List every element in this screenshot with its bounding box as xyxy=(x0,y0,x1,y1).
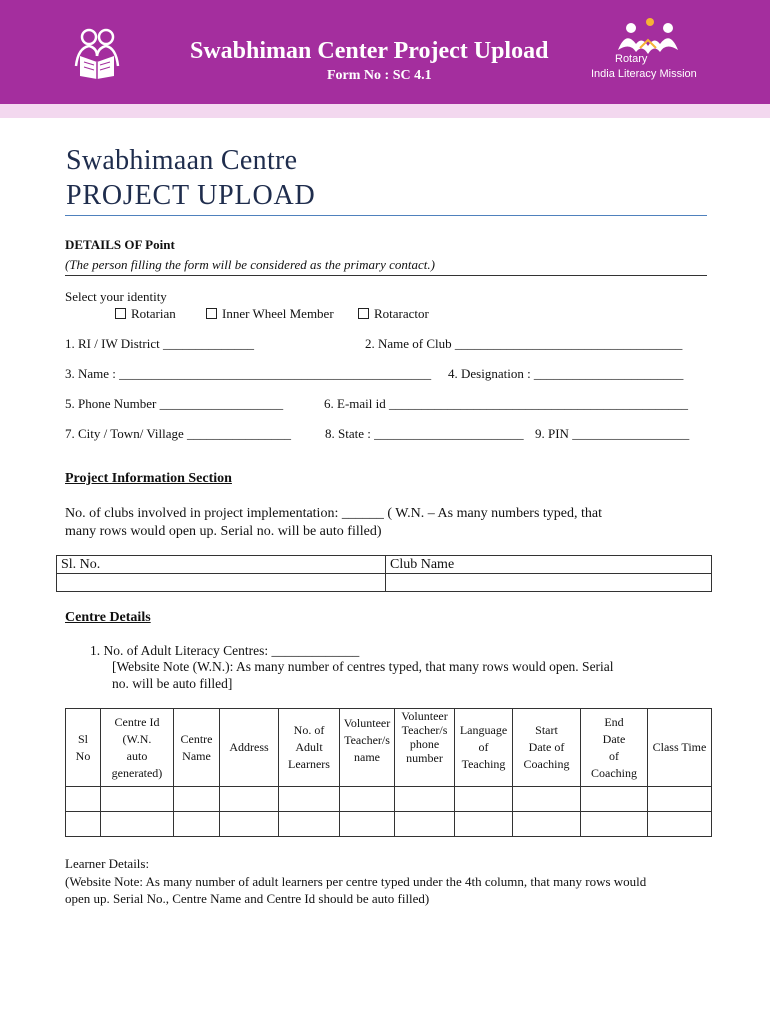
field-club-name[interactable]: 2. Name of Club ___________________________________ xyxy=(365,336,683,351)
col-label: Start xyxy=(535,723,558,737)
col-label: Language xyxy=(459,723,508,737)
col-label: No xyxy=(75,748,91,763)
cell-empty[interactable] xyxy=(581,787,648,812)
col-label: Teaching xyxy=(461,757,506,771)
details-title: DETAILS OF Point xyxy=(65,237,175,252)
col-start-date xyxy=(513,709,581,787)
checkbox-rotaractor[interactable] xyxy=(358,306,429,322)
col-label: auto xyxy=(126,748,148,763)
col-centre-name xyxy=(174,709,220,787)
field-name[interactable]: 3. Name : ________________________________________________ xyxy=(65,366,432,381)
cell-empty[interactable] xyxy=(513,787,581,812)
col-no-of-learners xyxy=(279,709,340,787)
field-district[interactable]: 1. RI / IW District ______________ xyxy=(65,336,254,351)
cell-empty[interactable] xyxy=(66,812,101,837)
centres-table xyxy=(65,708,712,837)
col-label: End xyxy=(604,714,624,729)
cell-empty[interactable] xyxy=(220,787,279,812)
col-address: Address xyxy=(220,709,279,787)
col-language xyxy=(455,709,513,787)
col-label: number xyxy=(406,751,443,765)
cell-empty[interactable] xyxy=(581,812,648,837)
col-label: of xyxy=(478,740,489,754)
col-sl-no xyxy=(66,709,101,787)
clubs-count-line2: many rows would open up. Serial no. will be auto filled) xyxy=(65,524,382,539)
table-header-row xyxy=(66,709,712,787)
col-label: Date xyxy=(602,731,626,746)
learner-note-line2: open up. Serial No., Centre Name and Centre Id should be auto filled) xyxy=(65,891,430,906)
cell-empty[interactable] xyxy=(174,812,220,837)
col-label: phone xyxy=(409,737,440,751)
cell-empty[interactable] xyxy=(455,787,513,812)
cell-empty[interactable] xyxy=(101,787,174,812)
col-label: Name xyxy=(182,748,211,763)
cell-empty[interactable] xyxy=(220,812,279,837)
centre-section-title: Centre Details xyxy=(65,610,151,625)
col-volunteer-phone xyxy=(395,709,455,787)
table-row xyxy=(66,812,712,837)
checkbox-inner-wheel-label: Inner Wheel Member xyxy=(222,306,334,321)
centres-note-line2: no. will be auto filled] xyxy=(112,676,233,691)
cell-empty[interactable] xyxy=(279,812,340,837)
col-label: Teacher/s xyxy=(344,733,390,747)
cell-empty[interactable] xyxy=(513,812,581,837)
checkbox-icon[interactable] xyxy=(115,308,126,319)
col-end-date xyxy=(581,709,648,787)
checkbox-rotarian[interactable] xyxy=(115,306,176,322)
literacy-mission-label: India Literacy Mission xyxy=(591,68,697,80)
cell-empty[interactable] xyxy=(340,787,395,812)
rotary-label: Rotary xyxy=(615,53,648,65)
details-note: (The person filling the form will be considered as the primary contact.) xyxy=(65,257,435,272)
cell-empty[interactable] xyxy=(279,787,340,812)
readers-logo-icon xyxy=(68,26,126,80)
col-sl-no: Sl. No. xyxy=(57,556,386,574)
col-label: Adult xyxy=(295,740,323,754)
col-club-name: Club Name xyxy=(386,556,712,574)
identity-label: Select your identity xyxy=(65,289,167,304)
col-label: name xyxy=(354,750,380,764)
field-designation[interactable]: 4. Designation : _______________________ xyxy=(448,366,684,381)
centres-count: 1. No. of Adult Literacy Centres: _____________ xyxy=(90,643,360,658)
header-title: Swabhiman Center Project Upload xyxy=(190,38,549,64)
checkbox-inner-wheel[interactable] xyxy=(206,306,334,322)
details-divider xyxy=(65,275,707,276)
col-label: of xyxy=(609,748,619,763)
project-section-title: Project Information Section xyxy=(65,471,232,486)
col-label: Sl xyxy=(77,731,88,746)
learner-note-line1: (Website Note: As many number of adult learners per centre typed under the 4th column, that many rows would xyxy=(65,874,647,889)
col-label: Teacher/s xyxy=(401,723,448,737)
clubs-table xyxy=(56,555,712,592)
cell-empty[interactable] xyxy=(455,812,513,837)
col-label: generated) xyxy=(111,765,163,780)
cell-empty[interactable] xyxy=(648,812,712,837)
cell-empty[interactable] xyxy=(174,787,220,812)
cell-empty[interactable] xyxy=(648,787,712,812)
col-label: Coaching xyxy=(591,765,637,780)
field-email[interactable]: 6. E-mail id ______________________________________________ xyxy=(324,396,688,411)
col-volunteer-name xyxy=(340,709,395,787)
clubs-count-line1: No. of clubs involved in project implementation: ______ ( W.N. – As many numbers typed, that xyxy=(65,506,602,521)
cell-empty[interactable] xyxy=(66,787,101,812)
col-label: Coaching xyxy=(523,757,570,771)
col-label: (W.N. xyxy=(122,731,152,746)
cell-empty[interactable] xyxy=(101,812,174,837)
cell-empty[interactable] xyxy=(395,787,455,812)
cell-empty[interactable] xyxy=(57,574,386,592)
doc-heading-line1: Swabhimaan Centre xyxy=(66,145,298,176)
table-header-row xyxy=(57,556,712,574)
col-centre-id xyxy=(101,709,174,787)
doc-heading-line2: PROJECT UPLOAD xyxy=(66,180,316,211)
heading-divider xyxy=(65,215,707,216)
col-label: Learners xyxy=(288,757,330,771)
header-strip xyxy=(0,104,770,118)
col-label: Date of xyxy=(528,740,565,754)
field-city[interactable]: 7. City / Town/ Village ________________ xyxy=(65,426,292,441)
col-label: Centre Id xyxy=(114,714,160,729)
cell-empty[interactable] xyxy=(395,812,455,837)
table-row xyxy=(66,787,712,812)
col-label: Volunteer xyxy=(401,709,448,723)
checkbox-rotarian-label: Rotarian xyxy=(131,306,176,321)
cell-empty[interactable] xyxy=(340,812,395,837)
learner-title: Learner Details: xyxy=(65,856,150,871)
field-phone[interactable]: 5. Phone Number ___________________ xyxy=(65,396,284,411)
form-number: Form No : SC 4.1 xyxy=(327,68,432,83)
field-pin[interactable]: 9. PIN __________________ xyxy=(535,426,690,441)
col-label: Centre xyxy=(180,731,213,746)
col-label: Volunteer xyxy=(343,716,391,730)
checkbox-icon[interactable] xyxy=(358,308,369,319)
field-state[interactable]: 8. State : _______________________ xyxy=(325,426,524,441)
col-class-time: Class Time xyxy=(648,709,712,787)
checkbox-rotaractor-label: Rotaractor xyxy=(374,306,429,321)
cell-empty[interactable] xyxy=(386,574,712,592)
table-row xyxy=(57,574,712,592)
col-label: No. of xyxy=(293,723,325,737)
checkbox-icon[interactable] xyxy=(206,308,217,319)
centres-note-line1: [Website Note (W.N.): As many number of centres typed, that many rows would open. Serial xyxy=(112,659,614,674)
